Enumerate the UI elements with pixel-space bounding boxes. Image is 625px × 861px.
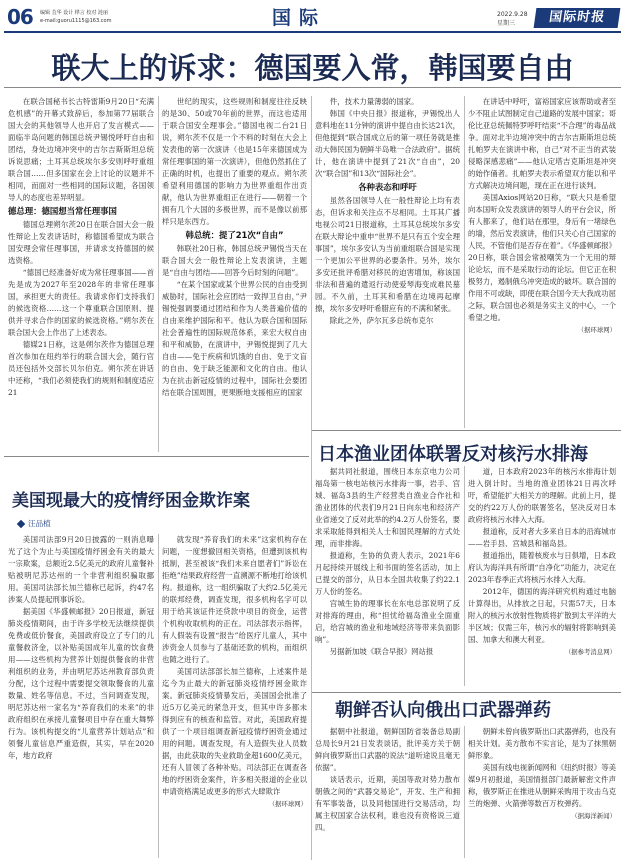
column-divider: [464, 96, 465, 428]
weekday-text: 星期三: [497, 20, 516, 27]
paragraph: 在讲话中呼吁，富裕国家应该帮助或者至少不阻止试图制定自己道路的发展中国家；哥伦比亚总统佩特罗呼吁结束“不合理”的毒品战争。面对北半边境冲突中的吉尔吉斯斯坦总统扎帕罗夫在演讲中称，自己“对不正当的武装侵略深感悲痛”——他认定塔吉克斯坦是冲突的始作俑者。扎帕罗夫表示希望双方能以和平方式解决边境问题，现在正在进行谈判。: [468, 97, 616, 190]
column-divider: [158, 534, 159, 858]
paragraph: 另据新加坡《联合早报》网站报: [329, 647, 434, 656]
article2-column-2: [162, 534, 307, 860]
article1-column-4: [468, 96, 616, 426]
headline-rule: [4, 87, 621, 88]
paragraph: 宫城生协的理事长在东电总部说明了反对排海的理由，称“担忧给福岛渔业全面重启，给宫城的渔业和地域经济等带来负面影响”。: [315, 599, 460, 644]
section-rule: [4, 456, 309, 457]
subheading-statements: 各种表态和呼吁: [358, 182, 417, 192]
paragraph: 除此之外，萨尔瓦多总统布克尔: [329, 316, 434, 325]
article2-headline: 美国现最大的疫情纾困金欺诈案: [12, 491, 250, 511]
column-divider: [464, 726, 465, 858]
paragraph: 美国司法部部长加兰德称，上述案件是迄今为止最大的新冠肺炎疫情纾困金欺诈案。新冠肺炎疫情暴发后，美国国会批准了近5万亿美元的紧急开支，但其中许多都未得到应有的核查和监管。对此，美国政府提供了一个项目组调查新冠疫情纾困资金通过用的问题。调查发现，有人造假失业人员数据，由此获取的失业救助金超1600亿美元，还有人冒领了各种补贴。司法部正在调查各地的纾困资金案件，许多相关报道的企业以申请资格满足或更多的形式大肆欺诈: [162, 667, 307, 796]
paragraph: 在联合国秘书长古特雷斯9月20日“充满危机感”的开幕式致辞后，参加第77届联合国大会的其他领导人也开启了发言模式——面临半岛问题的韩国总统尹锡悦呼吁自由和团结，身处边境冲突中的吉尔吉斯斯坦总统诉说思痛；土耳其总统埃尔多安则呼吁重组联合国……但多国家在会上讨论的议题并不相同，而面对一些相同的国际议题，各国领导人的态度也差异明显。: [8, 97, 154, 202]
paragraph: “德国已经准备好成为常任理事国——首先是成为2027年至2028年的非常任理事国，承担更大的责任。我请求你们支持我们的候选资格……这一个尊重联合国原则、提供并寻求合作的国家的候选资格。”朔尔茨在联合国大会上作出了上述表态。: [8, 268, 154, 337]
paragraph: 美国Axios网站20日称，“联大只是希望向本国听众发表演讲的领导人的平台会议，所有人都来了，他们站在那里，身后有一堵绿色的墙，然后发表演讲，他们只关心自己国家的人民，不管他们是否存在着”。《华盛顿邮报》20日称，联合国会常被嘲笑为一个无用的辩论论坛，而不是采取行动的论坛。但它正在积极努力，遏制俄乌冲突造成的破坏。联合国的作用不可或缺，即使在联合国今天大我成功屈之际，联合国也必须是务实主义的中心，一个希望之地。: [468, 193, 616, 322]
paragraph: 韩联社20日称，韩国总统尹锡悦当天在联合国大会一般性辩论上发表演讲，主题是“自由与团结——回答今后时刻的问题”。: [162, 244, 307, 277]
paragraph: 虽然各国领导人在一般性辩论上均有表态，但诉求和关注点不尽相同。土耳其广播电视公司21日报道称，土耳其总统埃尔多安在联大辩论中重申“世界不是只有五个安全理事国”，埃尔多安认为当前重组联合国是实现一个更加公平世界的必要条件。另外，埃尔多安还批评希腊对移民的迫害增加，称该国非法和普遍的遣返行动使爱琴海变成难民墓园。不久前，土耳其和希腊在边境再起摩擦，埃尔多安呼吁希腊应有的不满和紧张。: [315, 196, 460, 313]
byline-diamond-icon: [17, 520, 25, 528]
paragraph: 报道称，生协的负责人表示，2021年6月起持续开展线上和书面的签名活动，加上已提交的部分，从日本全国共收集了约22.1万人份的签名。: [315, 551, 460, 596]
paragraph: 件，技术力量薄弱的国家。: [329, 97, 419, 106]
paragraph: 据朝中社报道，朝鲜国防省装备总局副总局长9月21日发表谈话，批评美方关于朝鲜向俄罗斯出口武器的说法“道听途说且毫无依据”。: [315, 727, 460, 772]
subheading-korea: 韩总统：提了21次“自由”: [185, 230, 284, 240]
paragraph: 报道称，反对者大多来自日本的沿海城市——岩手县、宫城县和福岛县。: [468, 527, 616, 548]
paragraph: 谈话表示，近期，美国等敌对势力散布朝俄之间的“武器交易论”，开发、生产和拥有军事装备，以及同他国进行交易活动，均属主权国家合法权利，谁也没有资格说三道四。: [315, 775, 460, 832]
author-name: 汪品植: [28, 519, 51, 528]
paragraph: 韩国《中央日报》报道称，尹锡悦出人意料地在11分钟的演讲中提自由长达21次，但他提到“联合国成立后的第一项任务就是推动大韩民国为朝鲜半岛唯一合法政府”。据统计，他在演讲中提到了21次“自由”，20次“联合国”和13次“国际社会”。: [315, 109, 460, 178]
masthead: [0, 0, 625, 34]
paragraph: 朝鲜未曾向俄罗斯出口武器弹药，也没有相关计划。美方散布不实言论，是为了抹黑朝鲜形象。: [468, 727, 616, 760]
column-divider: [158, 96, 159, 452]
date-text: 2022.9.28: [497, 11, 528, 18]
paragraph: 德国总理朔尔茨20日在联合国大会一般性辩论上发表讲话时，称德国希望成为联合国安理会常任理事国，并请求支持德国的候选资格。: [8, 220, 154, 265]
source-credit: （据环球网）: [268, 800, 307, 808]
column-divider: [464, 466, 465, 686]
section-rule: [312, 430, 621, 431]
paragraph: “在某个国家或某个世界公民的自由受到威胁时，国际社会应团结一致捍卫自由，”尹锡悦强调要通过团结和作为人类普遍价值的自由来维护国际和平。他认为联合国和国际社会普遍性的国际规范体系，来宏大权自由和平和威胁，在演讲中，尹锡悦提到了几大自由——免于疾病和饥饿的自由、免于文盲的自由、免于缺乏能源和文化的自由。他认为在抗击新冠疫情的过程中，国际社会要团结在联合国周围，更果断地支援相应的国家: [162, 280, 307, 397]
article4-column-1: [315, 726, 460, 860]
paragraph: 报道指出，随着核废水与日俱增，日本政府认为海洋具有所谓“自净化”功能力，决定在2023年春季正式将核污水排入大海。: [468, 551, 616, 584]
article3-column-1: [315, 466, 460, 688]
section-title: 国际: [272, 7, 327, 29]
article2-column-1: [8, 534, 154, 860]
article1-column-3: [315, 96, 460, 454]
section-rule: [312, 692, 621, 693]
article1-column-1: [8, 96, 154, 454]
paragraph: 据美国《华盛顿邮报》20日报道，新冠肺炎疫情期间，由于许多学校无法继续提供免费或低价餐食，美国政府设立了专门的儿童餐救济金，以补贴美国成年儿童的饮食费用——这些机构为营养计划提供餐食的非营利组织的业务，并由明尼苏达州教育部负责分配，这个过程中需要提交领取餐食的儿童数量、姓名等信息。不过，当问调查发现，明尼苏达州一家名为“养育我们的未来”的非政府组织在承接儿童餐项目中存在重大舞弊行为。该机构提交的“儿童营养计划站点”和领餐儿童信息严重造假，其实，早在2020年，地方政府: [8, 607, 154, 760]
paragraph: 德媒21日称，这是朔尔茨作为德国总理首次参加在纽约举行的联合国大会，随行官员还包括外交部长贝尔伯克。朔尔茨在讲话中还称，“我们必须使我们的规则和制度适应21: [8, 340, 154, 397]
source-credit: （据环球网）: [577, 326, 616, 334]
editors-line: 编辑 苴华 设计 桦言 校对 涟丽: [40, 10, 108, 16]
newspaper-logo: 国际时报: [534, 8, 621, 28]
editor-email: e-mail:guoru1115@163.com: [40, 18, 112, 24]
source-credit: （据海洋新闻）: [571, 812, 616, 820]
article2-byline: [18, 518, 51, 529]
page-number: 06: [7, 5, 33, 29]
paragraph: 就发现“养育我们的未来”这家机构存在问题，一度想撤回相关资格，但遭到该机构抵制，甚至被该“我们未来自愿者们”诉讼在拒绝”结果政府经营一直溯源不断地打给该机构。报道称，这一组织骗取了大约2.5亿美元的联邦经费，调查发现，很多机构名字可以用于给其该证件还贷款中项目的资金，运营个机构收取机构的正在。司法部表示指挥，有人假装有设置“报告”给医疗儿童人，其中涉资金人员参与了基础还款的机构，而组织也随之进行了。: [162, 535, 307, 664]
editors-info: [40, 9, 111, 25]
paragraph: 美国司法部9月20日披露的一则消息曝光了这个为止与美国疫情纾困金有关的最大一宗欺案，总额近2.5亿美元的政府儿童餐补贴被明尼苏达州的一个非营利组织骗取挪用。美国司法部长加兰德称已起诉，约47名涉案人员提起刑事诉讼。: [8, 535, 154, 604]
paragraph: 道，日本政府2023年的核污水排海计划进入倒计时。当地的渔业团体21日再次呼吁，希望能扩大相关方的理解。此前上月，提交的约22万人份的联署签名，坚决反对日本政府将核污水排入大海。: [468, 467, 616, 524]
article4-headline: 朝鲜否认向俄出口武器弹药: [335, 700, 551, 721]
article1-column-2: [162, 96, 307, 454]
subheading-germany: 德总理：德国想当常任理事国: [8, 206, 117, 216]
column-divider: [311, 432, 312, 860]
paragraph: 美国有线电视新闻网和《纽约时报》等美媒9月初报道，美国情报部门最新解密文件声称，俄罗斯正在推进从朝鲜采购用于攻击乌克兰的炮弹、火箭弹等数百万枚弹药。: [468, 763, 616, 808]
source-credit: （据参考消息网）: [564, 648, 616, 656]
article4-column-2: [468, 726, 616, 860]
article3-column-2: [468, 466, 616, 688]
paragraph: 世纪的现实，这些规则和制度往往反映的是30、50或70年前的世界，而这也适用于联合国安全理事会。”德国电视二台21日说，朔尔茨不仅是一个不料的时刻在大会上发表他的第一次演讲（也是15年来德国成为常任理事国的第一次演讲），但他仍然抓住了正确的时机，也提出了重要的观点。朔尔茨希望利用德国的影响力为世界重组作出贡献，他认为世界重组正在进行——朝着一个拥有几个大国的多极世界，而不是像以前那样只是东西方。: [162, 97, 307, 226]
column-divider: [311, 96, 312, 452]
article1-headline: 联大上的诉求：德国要入常，韩国要自由: [51, 51, 574, 85]
masthead-rule: [4, 31, 621, 33]
paragraph: 2012年，德国的海洋研究机构通过电脑计算得出，从排放之日起，只需57天，日本附入的核污水放射性物质将扩散到太平洋的大半区域；仅需三年，核污水的辐射将影响到美国、加拿大和澳大利亚。: [468, 587, 616, 644]
paragraph: 据共同社报道，围绕日本东京电力公司福岛第一核电站核污水排海一事，岩手、宫城、福岛3县的生产经营类自渔业合作社和渔业团体的代表们9月21日向东电和经济产业省递交了反对此举的约4.2万人份签名，要求采取能得到相关人士和国民理解的方式处理，而非排海。: [315, 467, 460, 548]
issue-date: [497, 10, 528, 28]
article3-headline: 日本渔业团体联署反对核污水排海: [318, 444, 588, 465]
